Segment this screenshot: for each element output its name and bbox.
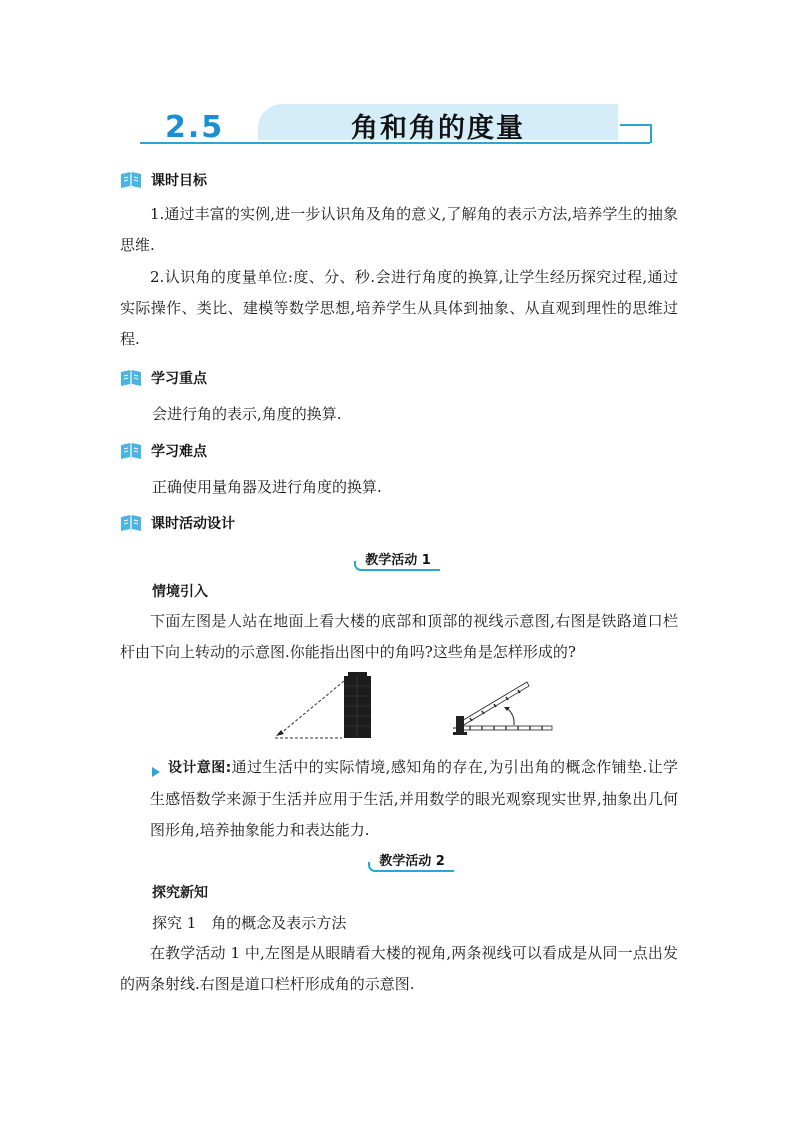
activity-1-label: 教学活动 1	[365, 553, 431, 568]
section-heading: 课时活动设计	[151, 516, 235, 532]
activity-1-underline	[354, 561, 440, 571]
building-sightline-figure	[275, 672, 371, 738]
activity-2-text: 在教学活动 1 中,左图是从眼睛看大楼的视角,两条视线可以看成是从同一点出发的两条射线.右图是道口栏杆形成角的示意图.	[120, 944, 678, 993]
book-icon	[120, 442, 142, 460]
section-objectives	[120, 169, 207, 191]
railway-barrier-figure	[453, 682, 552, 735]
objective-2: 2.认识角的度量单位:度、分、秒.会进行角度的换算,让学生经历探究过程,通过实际操作、类比、建模等数学思想,培养学生从具体到抽象、从直观到理性的思维过程.	[120, 268, 678, 348]
section-activity-design	[120, 512, 235, 534]
explore-1-title: 探究 1 角的概念及表示方法	[152, 914, 347, 932]
illustration-row	[270, 670, 560, 744]
section-heading: 学习重点	[151, 371, 207, 387]
section-difficulties	[120, 440, 207, 462]
design-intent	[150, 752, 678, 846]
activity-2-subtitle: 探究新知	[152, 885, 208, 901]
section-key-points	[120, 367, 207, 389]
design-intent-label: 设计意图:	[168, 760, 232, 776]
book-icon	[120, 171, 142, 189]
book-icon	[120, 514, 142, 532]
activity-1-text: 下面左图是人站在地面上看大楼的底部和顶部的视线示意图,右图是铁路道口栏杆由下向上转动的示意图.你能指出图中的角吗?这些角是怎样形成的?	[120, 612, 678, 661]
objective-1: 1.通过丰富的实例,进一步认识角及角的意义,了解角的表示方法,培养学生的抽象思维.	[120, 205, 678, 254]
title-right-tick	[620, 124, 652, 126]
section-number: 2.5	[165, 110, 225, 145]
difficulties-text: 正确使用量角器及进行角度的换算.	[152, 478, 382, 496]
design-intent-text: 通过生活中的实际情境,感知角的存在,为引出角的概念作铺垫.让学生感悟数学来源于生活并应用于生活,并用数学的眼光观察现实世界,抽象出几何图形角,培养抽象能力和表达能力.	[150, 758, 678, 839]
activity-1-subtitle: 情境引入	[152, 584, 208, 600]
book-icon	[120, 369, 142, 387]
title-right-bracket	[650, 124, 652, 143]
page-title: 角和角的度量	[351, 113, 525, 144]
activity-2-label: 教学活动 2	[379, 854, 445, 869]
activity-2-underline	[368, 862, 454, 872]
section-heading: 课时目标	[151, 173, 207, 189]
section-heading: 学习难点	[151, 444, 207, 460]
key-points-text: 会进行角的表示,角度的换算.	[152, 405, 342, 423]
